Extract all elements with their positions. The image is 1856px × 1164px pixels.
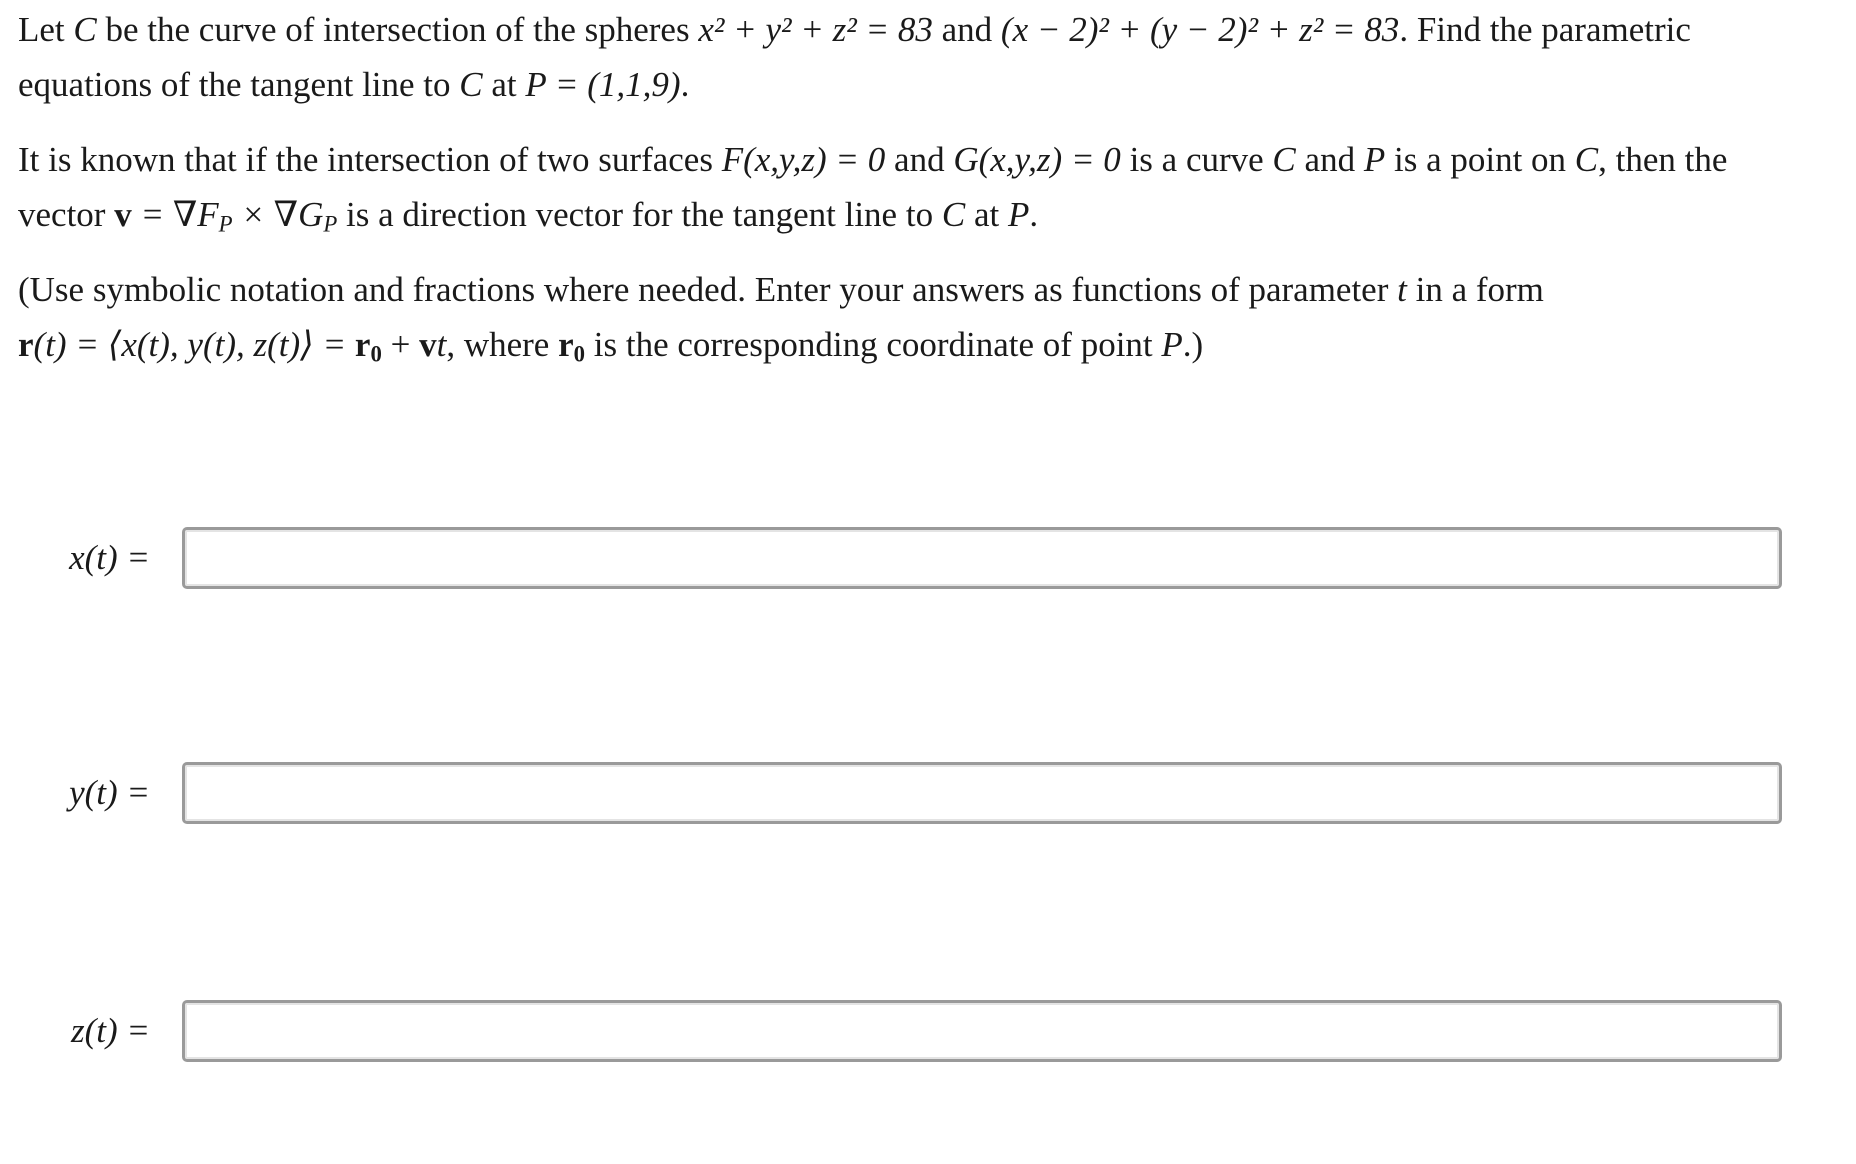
y-input[interactable] [182,762,1782,824]
hint-paragraph [18,132,1727,242]
point-p: P = (1,1,9) [525,65,681,104]
z-label: z(t) = [70,1011,150,1050]
z-input[interactable] [182,1000,1782,1062]
x-label: x(t) = [69,538,150,577]
answer-row-z [0,1000,1856,1062]
problem-line-2: equations of the tangent line to C at P = (1,1,9). [18,65,690,104]
hint-line-2: vector $v = \nabla F_P \times \nabla G_P$ is a direction vector for the tangent line to C at P. [18,195,1039,237]
x-input[interactable] [182,527,1782,589]
instructions-line-2: r(t) = ⟨x(t), y(t), z(t)⟩ = $r_0$ + vt, where $r_0$ is the corresponding coordinate of point P.) [18,325,1204,367]
gradient-cross-product: = $\nabla F_P \times \nabla G_P$ [131,195,338,237]
answer-row-y [0,762,1856,824]
instructions-paragraph [18,262,1544,372]
answer-row-x [0,527,1856,589]
y-label: y(t) = [69,773,150,812]
sphere-equation-2: (x − 2)² + (y − 2)² + z² = 83 [1000,10,1400,49]
sphere-equation-1: x² + y² + z² = 83 [698,10,933,49]
problem-statement [18,2,1691,112]
instructions-line-1: (Use symbolic notation and fractions where needed. Enter your answers as functions of parameter t in a form [18,270,1544,309]
problem-line-1: Let C be the curve of intersection of the spheres x² + y² + z² = 83 and (x − 2)² + (y − 2)² + z² = 83. Find the parametric [18,10,1691,49]
hint-line-1: It is known that if the intersection of two surfaces F(x,y,z) = 0 and G(x,y,z) = 0 is a curve C and P is a point on C, then the [18,140,1728,179]
